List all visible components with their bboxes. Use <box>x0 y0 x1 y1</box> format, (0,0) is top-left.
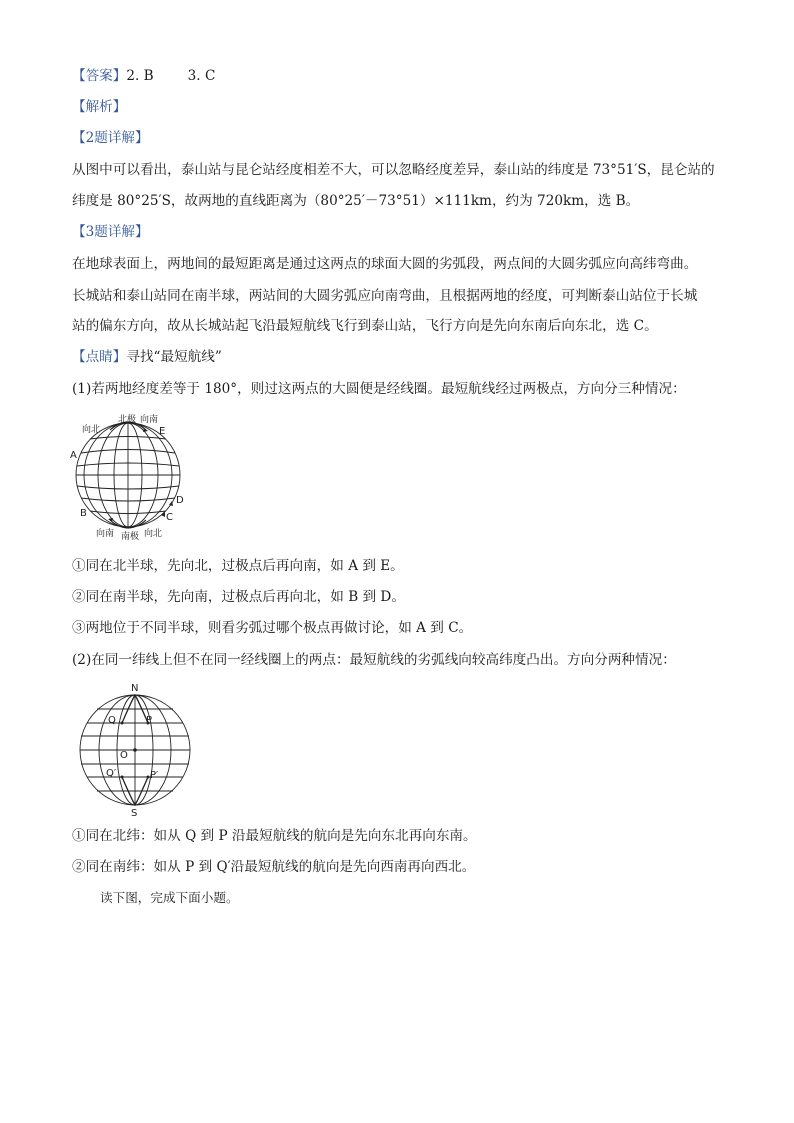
label-P-prime: P′ <box>150 770 159 781</box>
globe-figure-pole-routes <box>66 408 196 542</box>
key-point-text: 寻找“最短航线” <box>126 349 222 365</box>
label-B: B <box>80 508 87 519</box>
q3-tag: 【3题详解】 <box>72 224 149 240</box>
answer-tag: 【答案】 <box>72 68 127 84</box>
case2-item: ①同在北纬：如从 Q 到 P 沿最短航线的航向是先向东北再向东南。 <box>72 828 477 844</box>
label-O: O <box>120 750 128 761</box>
label-P: P <box>146 715 153 726</box>
q2-tag: 【2题详解】 <box>72 130 149 146</box>
label-N: N <box>131 683 139 694</box>
case2-heading: (2)在同一纬线上但不在同一经线圈上的两点：最短航线的劣弧线向较高纬度凸出。方向分两种情况： <box>72 652 676 668</box>
q3-text-line: 长城站和泰山站同在南半球，两站间的大圆劣弧应向南弯曲，且根据两地的经度，可判断泰山站位于长城 <box>72 288 698 304</box>
label-C: C <box>166 512 173 523</box>
label-Q: Q <box>108 715 116 726</box>
next-question-prompt: 读下图，完成下面小题。 <box>100 890 239 905</box>
label-E: E <box>159 426 166 437</box>
case1-item: ①同在北半球，先向北，过极点后再向南，如 A 到 E。 <box>72 558 404 574</box>
label-to-south-bottom: 向南 <box>96 529 115 539</box>
label-D: D <box>176 495 184 506</box>
answer-q3: 3. C <box>187 68 216 84</box>
q3-text-line: 站的偏东方向，故从长城站起飞沿最短航线飞行到泰山站，飞行方向是先向东南后向东北，选 C。 <box>72 318 658 334</box>
q2-text-line: 从图中可以看出，泰山站与昆仑站经度相差不大，可以忽略经度差异，泰山站的纬度是 73°51′S，昆仑站的 <box>72 162 715 178</box>
label-south-pole: 南极 <box>121 532 140 542</box>
analysis-tag: 【解析】 <box>72 99 127 115</box>
case2-item: ②同在南纬：如从 P 到 Q′沿最短航线的航向是先向西南再向西北。 <box>72 859 476 875</box>
label-S: S <box>131 808 138 816</box>
q3-text-line: 在地球表面上，两地间的最短距离是通过这两点的球面大圆的劣弧段，两点间的大圆劣弧应向高纬弯曲。 <box>72 256 698 272</box>
label-to-north-top: 向北 <box>82 425 101 435</box>
case1-item: ②同在南半球，先向南，过极点后再向北，如 B 到 D。 <box>72 589 405 605</box>
q2-text-line: 纬度是 80°25′S，故两地的直线距离为（80°25′－73°51）×111km，约为 720km，选 B。 <box>72 193 640 209</box>
answer-line <box>72 66 732 86</box>
case1-item: ③两地位于不同半球，则看劣弧过哪个极点再做讨论，如 A 到 C。 <box>72 620 473 636</box>
answer-q2: 2. B <box>126 68 154 84</box>
case1-heading: (1)若两地经度差等于 180°，则过这两点的大圆便是经线圈。最短航线经过两极点，方向分三种情况： <box>72 381 686 397</box>
label-north-pole: 北极 <box>118 415 137 425</box>
globe-figure-parallel-routes <box>70 680 200 816</box>
key-point-line <box>72 347 732 367</box>
label-Q-prime: Q′ <box>106 768 117 779</box>
key-point-tag: 【点睛】 <box>72 349 127 365</box>
label-to-south-top: 向南 <box>140 415 159 425</box>
label-to-north-bottom: 向北 <box>144 529 163 539</box>
label-A: A <box>70 450 77 461</box>
